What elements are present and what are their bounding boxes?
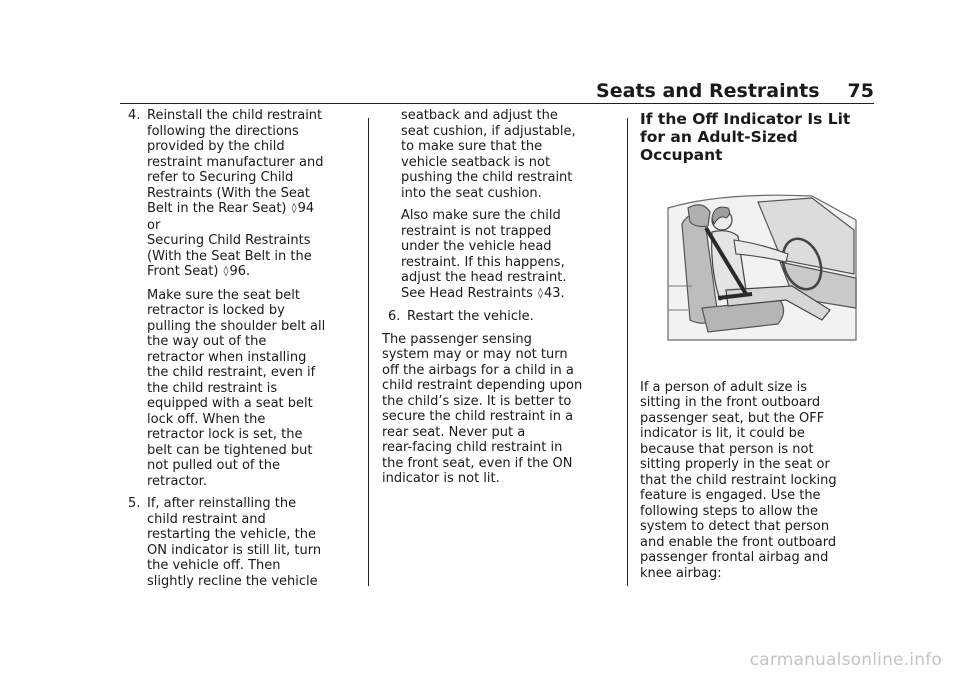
text-line: pulling the shoulder belt all [147,318,326,334]
text-line: indicator is lit, it could be [640,426,805,441]
text-line: provided by the child [147,139,285,154]
text-line: following the directions [147,123,299,139]
paragraph [640,380,880,582]
text-line: that the child restraint locking [640,472,837,488]
heading-line: Occupant [640,146,723,164]
adult-occupant-illustration [662,190,858,345]
list-item-6 [388,309,614,325]
text-line: sitting in the front outboard [640,395,821,410]
text-line: not pulled out of the [147,458,280,473]
text-line: Restart the vehicle. [407,309,534,324]
text-line: Restraints (With the Seat [147,185,310,201]
page-header [596,80,874,102]
paragraph [382,332,614,487]
text-line: system to detect that person [640,519,830,534]
text-line: the child restraint is [147,380,278,396]
page-reference[interactable]: 43. [543,285,565,301]
text-line: rear-facing child restraint in [382,440,563,455]
text-line: adjust the head restraint. [401,270,567,285]
text-line: ON indicator is still lit, turn [147,542,322,558]
text-line: retractor. [147,473,207,489]
page-reference[interactable]: 94 [297,201,315,216]
column-divider [627,118,628,586]
text-line: restraint. If this happens, [401,254,565,270]
text-line: Also make sure the child [401,208,561,223]
heading-line: for an Adult-Sized [640,128,798,146]
list-number: 6. [388,309,401,324]
text-line: the child restraint, even if [147,365,316,380]
text-line: the vehicle off. Then [147,558,281,573]
page-number: 75 [847,80,874,102]
heading-line: If the Off Indicator Is Lit [640,110,851,128]
text-line: seat cushion, if adjustable, [401,123,576,139]
text-line: following steps to allow the [640,503,819,519]
text-line: and enable the front outboard [640,534,837,550]
column-1 [128,108,358,589]
text-line: Make sure the seat belt [147,287,300,303]
watermark: carmanualsonline.info [749,650,942,670]
text-line: indicator is not lit. [382,471,500,486]
text-line: restraint is not trapped [401,223,552,239]
text-line: because that person is not [640,441,814,457]
text-line: restarting the vehicle, the [147,527,316,542]
reference-link-text[interactable]: Front Seat) [147,264,219,279]
page-reference[interactable]: 96. [229,264,251,279]
text-line: If a person of adult size is [640,379,808,395]
text-line [401,286,614,303]
text-line [147,201,358,218]
reference-link-text[interactable]: See Head Restraints [401,285,533,301]
text-line: the child’s size. It is better to [382,393,572,409]
reference-link-text[interactable]: Belt in the Rear Seat) [147,201,287,216]
text-line: under the vehicle head [401,239,552,254]
text-line: passenger seat, but the OFF [640,410,825,426]
text-line: slightly recline the vehicle [147,573,318,589]
list-item-5 [128,496,358,589]
text-line: passenger frontal airbag and [640,550,829,565]
text-line [147,264,358,281]
list-item-5-continued [382,108,614,201]
text-line: child restraint and [147,511,266,527]
section-heading [640,110,880,164]
list-item-5-note [382,208,614,302]
text-line: lock off. When the [147,411,266,427]
header-rule [120,103,874,104]
text-line: restraint manufacturer and [147,154,324,170]
text-line: the front seat, even if the ON [382,455,573,471]
text-line: If, after reinstalling the [147,496,297,511]
text-line: into the seat cushion. [401,185,542,201]
column-divider [368,118,369,586]
text-line: refer to Securing Child [147,170,294,185]
text-line: vehicle seatback is not [401,154,551,170]
text-line: retractor when installing [147,349,307,365]
column-2 [382,108,614,487]
page-reference-icon: ◊ [538,287,543,299]
text-line: retractor lock is set, the [147,427,303,442]
list-item-4-note [128,288,358,490]
text-line: child restraint depending upon [382,378,583,393]
text-line: or [147,217,161,233]
text-line: (With the Seat Belt in the [147,248,312,264]
text-line: sitting properly in the seat or [640,457,830,472]
text-line: to make sure that the [401,139,543,154]
text-line: secure the child restraint in a [382,409,574,424]
text-line: Reinstall the child restraint [147,108,323,123]
text-line: knee airbag: [640,565,722,581]
page-reference-icon: ◊ [291,203,297,214]
text-line: the way out of the [147,334,267,349]
text-line: seatback and adjust the [401,108,558,123]
text-line: equipped with a seat belt [147,396,313,411]
section-title: Seats and Restraints [596,80,820,102]
text-line: feature is engaged. Use the [640,488,821,503]
column-3 [640,108,880,581]
list-number: 5. [128,496,141,511]
text-line: The passenger sensing [382,331,532,347]
text-line: belt can be tightened but [147,442,313,458]
text-line: system may or may not turn [382,347,568,362]
text-line: off the airbags for a child in a [382,362,574,378]
list-number: 4. [128,108,141,123]
text-line: rear seat. Never put a [382,424,526,440]
page-reference-icon: ◊ [223,266,229,277]
text-line: Securing Child Restraints [147,233,311,248]
text-line: pushing the child restraint [401,170,573,185]
list-item-4 [128,108,358,281]
text-line: retractor is locked by [147,303,285,318]
